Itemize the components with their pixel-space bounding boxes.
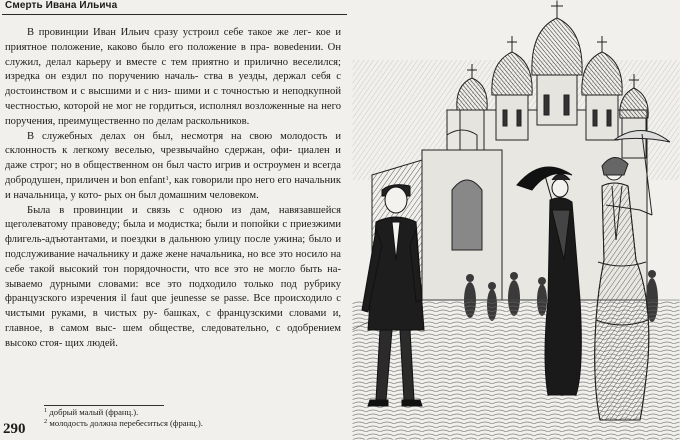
footnote-1: $^1$ добрый малый (франц.). [44,407,139,417]
footnote-2: $^2$ молодость должна перебеситься (франц.). [44,417,203,428]
paragraph-1: В провинции Иван Ильич сразу устроил себе такое же лег- кое и приятное положение, каково было его положение в пра- вовedении. Он служил, делал карьеру и вместе с тем приятно и прилично веселился; изредка он ездил по поручению началь- ства в уезды, держал себя с достоинством и с высшими и с низ- шими и с точностью и неподкупной честностью, которой не мог не гордиться, исполнял возложенные на него поручения, преимущественно по делам раскольников. [5,27,342,127]
illustration [352,0,680,440]
footnotes [44,407,334,428]
paragraph-3: Была в провинции и связь с одною из дам, навязавшейся щеголеватому правоведу; была и модистка; были и попойки с приезжими флигель-адъютантами, и поездки в дальнюю улицу после ужина; было и подслуживание начальнику и даже жене начальника, но все это носило на себе такой высокий тон порядочности, что все это не могло быть на- зываемо дурными словами: все это подходило только под рубрику французского изречения il faut que jeunesse se passe. Все происходило с чистыми руками, в чистых ру- башках, с французскими словами и, главное, в самом выс- шем обществе, следовательно, с одобрением высоко стоя- щих людей. [5,204,342,349]
running-head [2,0,347,15]
paragraph-2: В служебных делах он был, несмотря на свою молодость и склонность к легкому веселью, чрезвычайно сдержан, офи- циален и даже строг; но в общественном он был часто игрив и остроумен и всегда добродушен, приличен и bon enfant$^1$, как говорили про него его начальник и начальница, у котo- рых он был домашним человеком. [5,130,341,201]
footnote-rule [44,405,164,406]
body-text [5,26,341,352]
page-number: 290 [3,421,26,437]
footnote-ref: 1 [165,174,169,182]
running-head-title: Смерть Ивана Ильича [5,0,118,11]
